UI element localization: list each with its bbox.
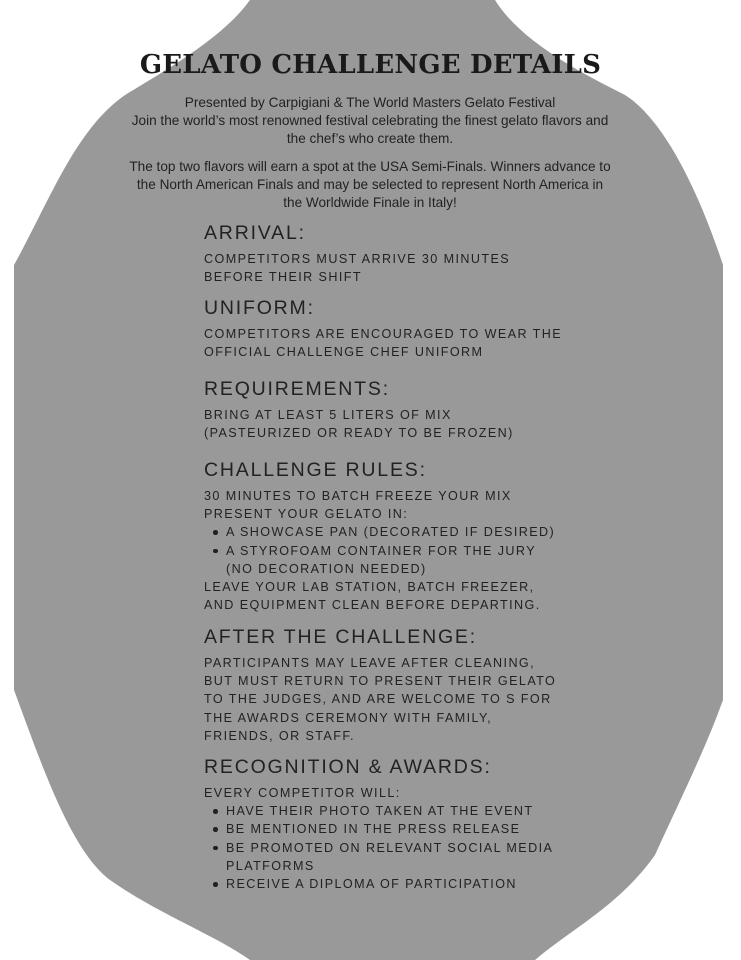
list-item bbox=[204, 820, 604, 838]
section-after-challenge bbox=[204, 626, 604, 745]
section-line: BRING AT LEAST 5 LITERS OF MIX bbox=[204, 408, 452, 422]
section-line: 30 MINUTES TO BATCH FREEZE YOUR MIX bbox=[204, 489, 512, 503]
awards-bullet-list bbox=[204, 802, 604, 893]
presenter-line: Presented by Carpigiani & The World Masters Gelato Festival bbox=[184, 95, 556, 110]
list-item bbox=[204, 875, 604, 893]
section-heading: ARRIVAL: bbox=[204, 222, 306, 244]
section-line: BUT MUST RETURN TO PRESENT THEIR GELATO bbox=[204, 674, 557, 689]
prize-line-1: The top two flavors will earn a spot at the USA Semi-Finals. Winners advance to bbox=[129, 159, 611, 174]
section-heading: RECOGNITION & AWARDS: bbox=[204, 756, 492, 778]
section-line: (PASTEURIZED OR READY TO BE FROZEN) bbox=[204, 426, 514, 441]
invite-line-2: the chef’s who create them. bbox=[286, 131, 454, 146]
section-line: COMPETITORS MUST ARRIVE 30 MINUTES bbox=[204, 252, 511, 266]
invite-line-1: Join the world’s most renowned festival celebrating the finest gelato flavors and bbox=[131, 113, 609, 128]
list-item bbox=[204, 839, 604, 875]
section-challenge-rules bbox=[204, 459, 604, 614]
section-uniform bbox=[204, 297, 604, 361]
section-arrival bbox=[204, 222, 604, 286]
list-item bbox=[204, 542, 604, 578]
section-line: OFFICIAL CHALLENGE CHEF UNIFORM bbox=[204, 345, 484, 360]
list-item-text: HAVE THEIR PHOTO TAKEN AT THE EVENT bbox=[226, 804, 534, 819]
list-item-text: BE MENTIONED IN THE PRESS RELEASE bbox=[226, 822, 521, 837]
bullet-icon bbox=[213, 882, 218, 887]
list-item-text: A SHOWCASE PAN (DECORATED IF DESIRED) bbox=[226, 525, 556, 540]
bullet-icon bbox=[213, 809, 218, 814]
section-requirements bbox=[204, 378, 604, 442]
section-line: TO THE JUDGES, AND ARE WELCOME TO S FOR bbox=[204, 692, 552, 707]
list-item bbox=[204, 523, 604, 541]
list-item-text-continued: PLATFORMS bbox=[226, 858, 315, 873]
intro-block bbox=[90, 94, 650, 212]
section-line: THE AWARDS CEREMONY WITH FAMILY, bbox=[204, 710, 493, 725]
section-line: LEAVE YOUR LAB STATION, BATCH FREEZER, bbox=[204, 580, 535, 595]
bullet-icon bbox=[213, 530, 218, 535]
section-line: BEFORE THEIR SHIFT bbox=[204, 270, 362, 285]
section-heading: UNIFORM: bbox=[204, 297, 315, 319]
list-item-text: A STYROFOAM CONTAINER FOR THE JURY bbox=[226, 543, 536, 558]
bullet-icon bbox=[213, 827, 218, 832]
section-line: FRIENDS, OR STAFF. bbox=[204, 728, 355, 743]
bullet-icon bbox=[213, 549, 218, 554]
list-item-text: RECEIVE A DIPLOMA OF PARTICIPATION bbox=[226, 877, 517, 892]
section-recognition-awards bbox=[204, 756, 604, 893]
page-title: GELATO CHALLENGE DETAILS bbox=[139, 50, 602, 80]
section-heading: REQUIREMENTS: bbox=[204, 378, 390, 400]
section-heading: AFTER THE CHALLENGE: bbox=[204, 626, 477, 648]
section-heading: CHALLENGE RULES: bbox=[204, 459, 427, 481]
prize-line-3: the Worldwide Finale in Italy! bbox=[283, 195, 457, 210]
section-line: PARTICIPANTS MAY LEAVE AFTER CLEANING, bbox=[204, 656, 536, 670]
list-item bbox=[204, 802, 604, 820]
list-item-text: BE PROMOTED ON RELEVANT SOCIAL MEDIA bbox=[226, 840, 554, 855]
list-item-text-continued: (NO DECORATION NEEDED) bbox=[226, 561, 427, 576]
rules-bullet-list bbox=[204, 523, 604, 578]
prize-line-2: the North American Finals and may be selected to represent North America in bbox=[136, 177, 604, 192]
section-line: COMPETITORS ARE ENCOURAGED TO WEAR THE bbox=[204, 327, 563, 341]
section-line: AND EQUIPMENT CLEAN BEFORE DEPARTING. bbox=[204, 598, 541, 613]
section-line: EVERY COMPETITOR WILL: bbox=[204, 786, 401, 800]
section-line: PRESENT YOUR GELATO IN: bbox=[204, 507, 409, 522]
bullet-icon bbox=[213, 846, 218, 851]
